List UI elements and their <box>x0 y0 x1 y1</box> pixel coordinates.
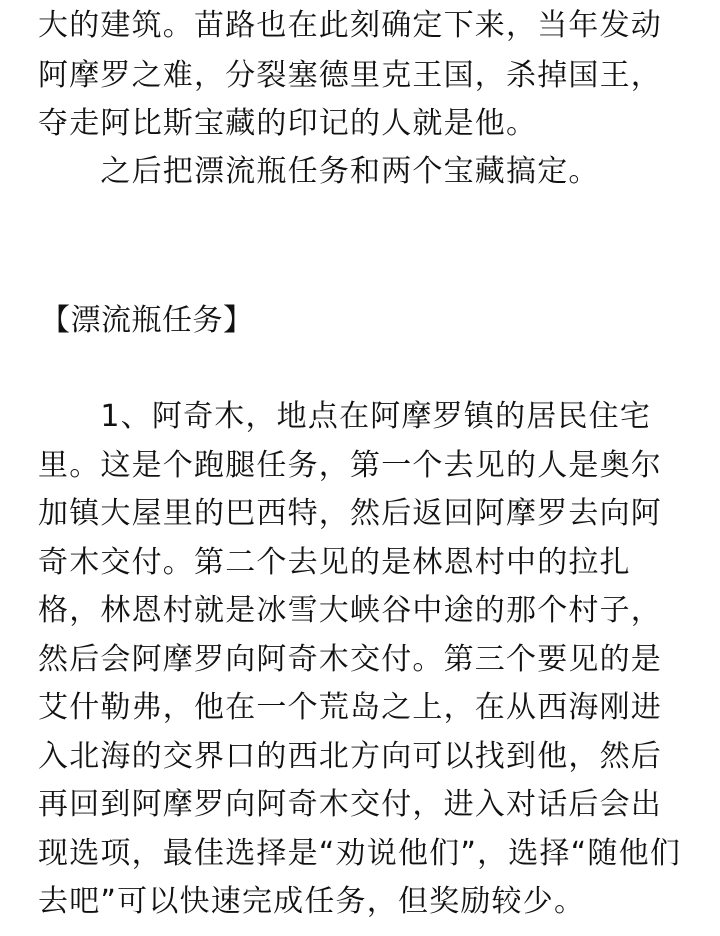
paragraph-line: 阿摩罗之难，分裂塞德里克王国，杀掉国王， <box>38 58 662 93</box>
paragraph-line: 去吧”可以快速完成任务，但奖励较少。 <box>38 884 586 919</box>
paragraph-line: 夺走阿比斯宝藏的印记的人就是他。 <box>38 106 538 141</box>
paragraph-line: 现选项，最佳选择是“劝说他们”，选择“随他们 <box>38 836 682 871</box>
paragraph-line: 艾什勒弗，他在一个荒岛之上，在从西海刚进 <box>38 690 662 725</box>
section-heading: 【漂流瓶任务】 <box>40 303 254 338</box>
paragraph-line: 奇木交付。第二个去见的是林恩村中的拉扎 <box>38 545 631 580</box>
paragraph-line: 之后把漂流瓶任务和两个宝藏搞定。 <box>38 154 600 189</box>
paragraph-line: 里。这是个跑腿任务，第一个去见的人是奥尔 <box>38 448 662 483</box>
paragraph-line: 加镇大屋里的巴西特，然后返回阿摩罗去向阿 <box>38 496 662 531</box>
paragraph-line: 再回到阿摩罗向阿奇木交付，进入对话后会出 <box>38 787 662 822</box>
paragraph-line: 然后会阿摩罗向阿奇木交付。第三个要见的是 <box>38 642 662 677</box>
paragraph-line: 1、阿奇木，地点在阿摩罗镇的居民住宅 <box>38 399 652 434</box>
paragraph-line: 格，林恩村就是冰雪大峡谷中途的那个村子， <box>38 593 662 628</box>
paragraph-line: 入北海的交界口的西北方向可以找到他，然后 <box>38 739 662 774</box>
paragraph-line: 大的建筑。苗路也在此刻确定下来，当年发动 <box>38 8 662 43</box>
